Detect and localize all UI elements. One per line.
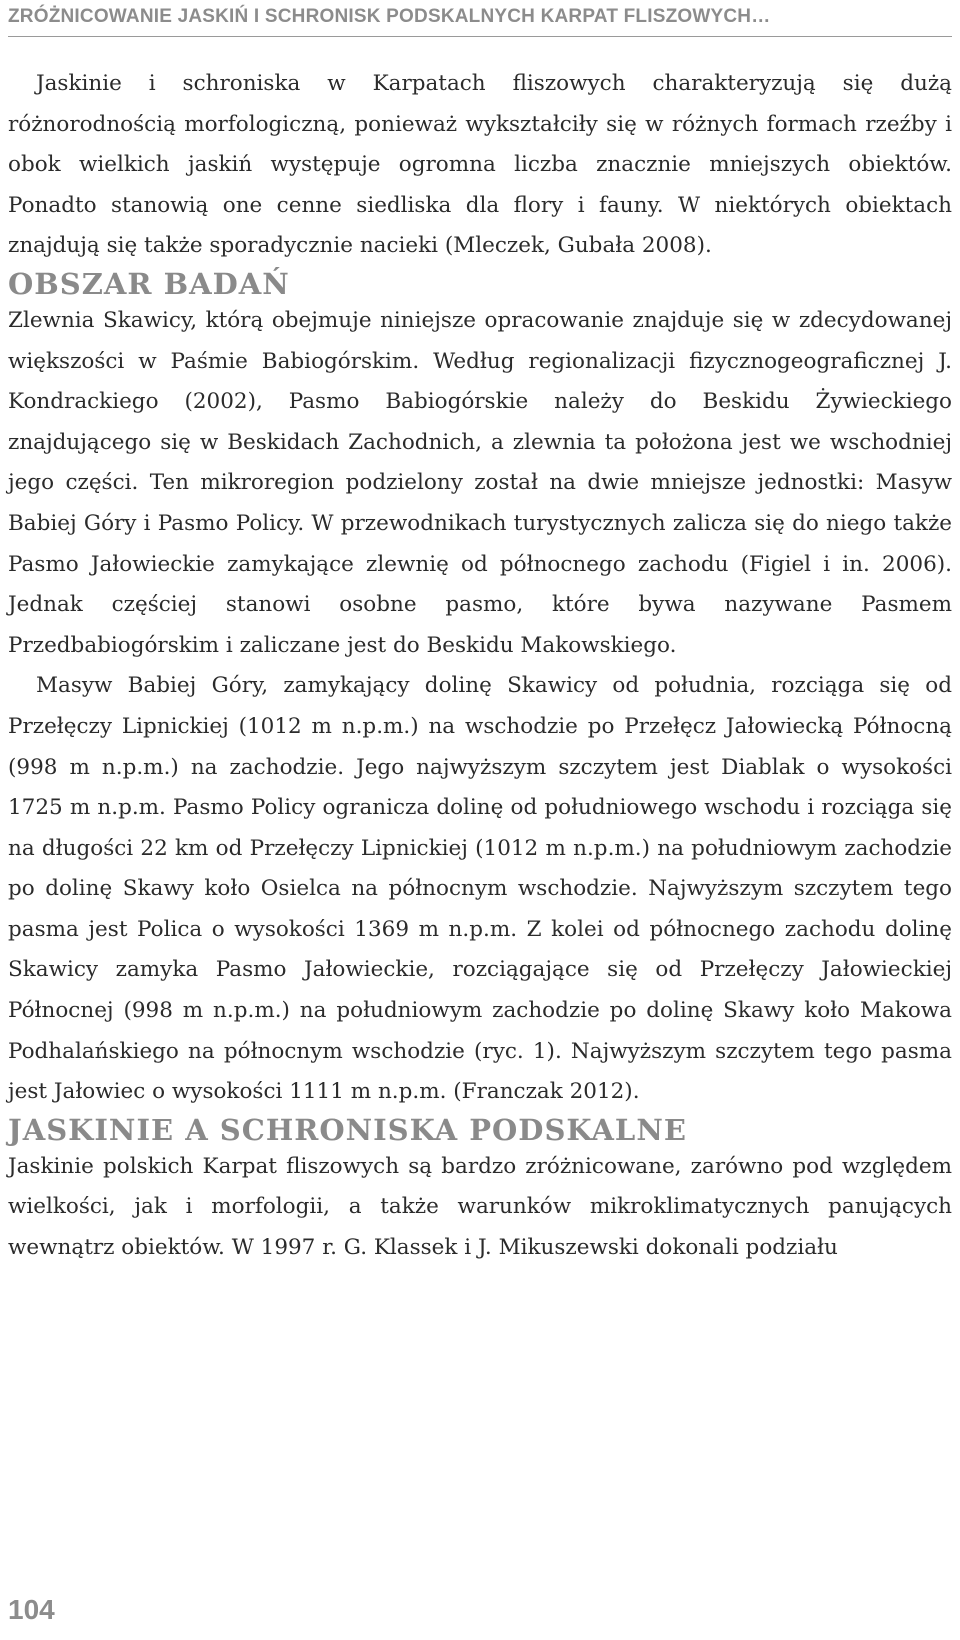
- page-number: 104: [8, 1594, 55, 1625]
- section-heading-study-area: OBSZAR BADAŃ: [8, 266, 290, 301]
- page-body: [8, 64, 952, 1269]
- intro-paragraph: Jaskinie i schroniska w Karpatach fliszowych charakteryzują się dużą różnorodnością morfologiczną, ponieważ wykształciły się w różnych formach rzeźby i obok wielkich jaskiń występuje ogromna liczba znacznie mniejszych obiektów. Ponadto stanowią one cenne siedliska dla flory i fauny. W niektórych obiektach znajdują się także sporadycznie nacieki (Mleczek, Gubała 2008).: [8, 71, 952, 259]
- section-heading-caves-and-shelters: JASKINIE A SCHRONISKA PODSKALNE: [8, 1112, 687, 1147]
- paragraph: Zlewnia Skawicy, którą obejmuje niniejsze opracowanie znajduje się w zdecydowanej większości w Paśmie Babiogórskim. Według regionalizacji fizycznogeograficznej J. Kondrackiego (2002), Pasmo Babiogórskie należy do Beskidu Żywieckiego znajdującego się w Beskidach Zachodnich, a zlewnia ta położona jest we wschodniej jego części. Ten mikroregion podzielony został na dwie mniejsze jednostki: Masyw Babiej Góry i Pasmo Policy. W przewodnikach turystycznych zalicza się do niego także Pasmo Jałowieckie zamykające zlewnię od północnego zachodu (Figiel i in. 2006). Jednak częściej stanowi osobne pasmo, które bywa nazywane Pasmem Przedbabiogórskim i zaliczane jest do Beskidu Makowskiego.: [8, 307, 952, 658]
- running-header: ZRÓŻNICOWANIE JASKIŃ I SCHRONISK PODSKALNYCH KARPAT FLISZOWYCH…: [8, 6, 952, 37]
- paragraph: Masyw Babiej Góry, zamykający dolinę Skawicy od południa, rozciąga się od Przełęczy Lipnickiej (1012 m n.p.m.) na wschodzie po Przełęcz Jałowiecką Północną (998 m n.p.m.) na zachodzie. Jego najwyższym szczytem jest Diablak o wysokości 1725 m n.p.m. Pasmo Policy ogranicza dolinę od południowego wschodu i rozciąga się na długości 22 km od Przełęczy Lipnickiej (1012 m n.p.m.) na południowym zachodzie po dolinę Skawy koło Osielca na północnym wschodzie. Najwyższym szczytem tego pasma jest Polica o wysokości 1369 m n.p.m. Z kolei od północnego zachodu dolinę Skawicy zamyka Pasmo Jałowieckie, rozciągające się od Przełęczy Jałowieckiej Północnej (998 m n.p.m.) na południowym zachodzie po dolinę Skawy koło Makowa Podhalańskiego na północnym wschodzie (ryc. 1). Najwyższym szczytem tego pasma jest Jałowiec o wysokości 1111 m n.p.m. (Franczak 2012).: [8, 673, 952, 1105]
- paragraph: Jaskinie polskich Karpat fliszowych są bardzo zróżnicowane, zarówno pod względem wielkości, jak i morfologii, a także warunków mikroklimatycznych panujących wewnątrz obiektów. W 1997 r. G. Klassek i J. Mikuszewski dokonali podziału: [8, 1153, 952, 1261]
